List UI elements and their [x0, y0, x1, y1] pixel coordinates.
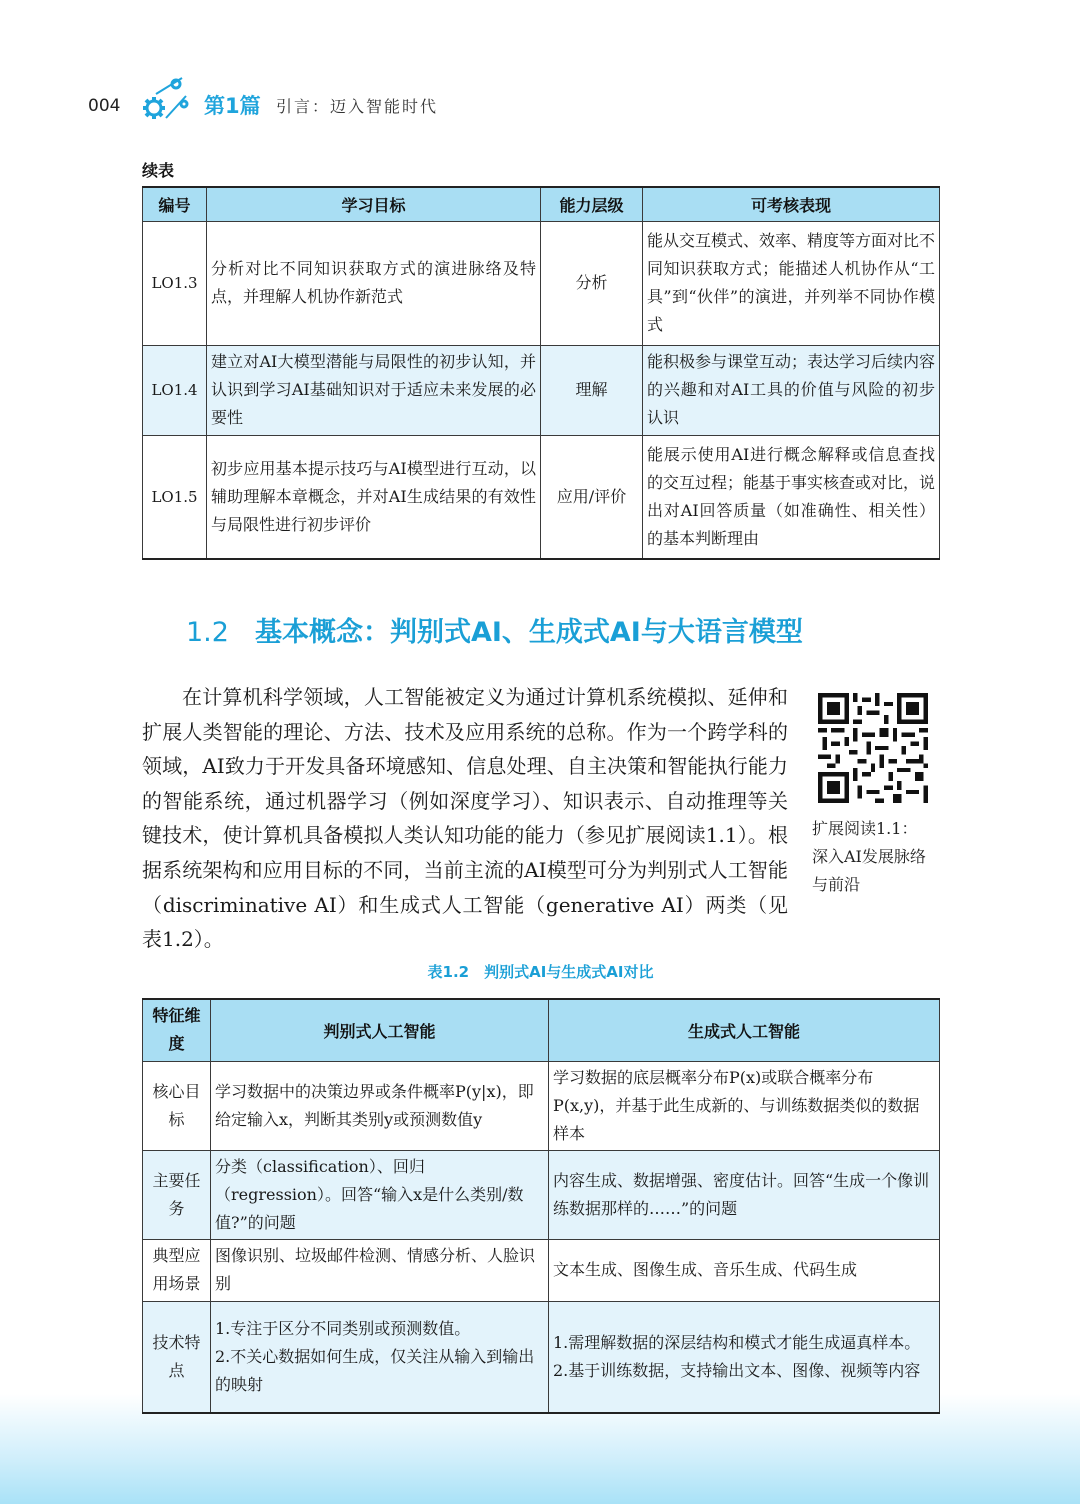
header-cell: 编号 — [143, 187, 207, 221]
qr-caption — [812, 815, 940, 899]
objective-id: LO1.3 — [143, 221, 207, 345]
objective-level: 应用/评价 — [541, 435, 643, 559]
header-cell: 生成式人工智能 — [549, 999, 940, 1061]
header-cell: 可考核表现 — [643, 187, 940, 221]
table-header-row — [143, 187, 940, 221]
objective-level: 理解 — [541, 345, 643, 435]
objective-performance: 能展示使用AI进行概念解释或信息查找的交互过程；能基于事实核查或对比，说出对AI回答质量（如准确性、相关性）的基本判断理由 — [643, 435, 940, 559]
objective-id: LO1.5 — [143, 435, 207, 559]
discriminative-cell: 图像识别、垃圾邮件检测、情感分析、人脸识别 — [211, 1239, 549, 1301]
qr-caption-line: 深入AI发展脉络与前沿 — [812, 847, 926, 894]
objective-goal: 分析对比不同知识获取方式的演进脉络及特点，并理解人机协作新范式 — [207, 221, 541, 345]
table-row — [143, 1301, 940, 1413]
objective-performance: 能积极参与课堂互动；表达学习后续内容的兴趣和对AI工具的价值与风险的初步认识 — [643, 345, 940, 435]
discriminative-cell: 分类（classification）、回归（regression）。回答“输入x是什么类别/数值?”的问题 — [211, 1150, 549, 1239]
table-row — [143, 1239, 940, 1301]
header-cell: 特征维度 — [143, 999, 211, 1061]
feature-item: 2.不关心数据如何生成，仅关注从输入到输出的映射 — [215, 1346, 535, 1394]
discriminative-cell — [211, 1301, 549, 1413]
section-heading — [186, 610, 803, 649]
feature-item: 2.基于训练数据，支持输出文本、图像、视频等内容 — [553, 1360, 921, 1380]
generative-cell — [549, 1301, 940, 1413]
discriminative-cell: 学习数据中的决策边界或条件概率P(y|x)，即给定输入x，判断其类别y或预测数值y — [211, 1061, 549, 1150]
body-paragraph: 在计算机科学领域，人工智能被定义为通过计算机系统模拟、延伸和扩展人类智能的理论、方法、技术及应用系统的总称。作为一个跨学科的领域，AI致力于开发具备环境感知、信息处理、自主决策和智能执行能力的智能系统，通过机器学习（例如深度学习）、知识表示、自动推理等关键技术，使计算机具备模拟人类认知功能的能力（参见扩展阅读1.1）。根据系统架构和应用目标的不同，当前主流的AI模型可分为判别式人工智能（discriminative AI）和生成式人工智能（generative AI）两类（见表1.2）。 — [142, 685, 788, 952]
page-number: 004 — [88, 96, 121, 116]
qr-code-icon[interactable] — [818, 693, 928, 803]
gear-icon — [136, 70, 192, 126]
table-header-row — [143, 999, 940, 1061]
dimension-cell: 核心目标 — [143, 1061, 211, 1150]
feature-item: 1.需理解数据的深层结构和模式才能生成逼真样本。 — [553, 1332, 921, 1352]
page-header — [88, 70, 988, 130]
part-title: 引言：迈入智能时代 — [276, 97, 439, 116]
section-title: 基本概念：判别式AI、生成式AI与大语言模型 — [254, 617, 803, 648]
table-row — [143, 435, 940, 559]
objective-goal: 建立对AI大模型潜能与局限性的初步认知，并认识到学习AI基础知识对于适应未来发展的必要性 — [207, 345, 541, 435]
objective-performance: 能从交互模式、效率、精度等方面对比不同知识获取方式；能描述人机协作从“工具”到“伙伴”的演进，并列举不同协作模式 — [643, 221, 940, 345]
part-label: 第1篇 — [204, 94, 261, 118]
qr-caption-line: 扩展阅读1.1： — [812, 819, 918, 838]
continued-label: 续表 — [142, 161, 175, 180]
dimension-cell: 典型应用场景 — [143, 1239, 211, 1301]
header-cell: 能力层级 — [541, 187, 643, 221]
header-cell: 判别式人工智能 — [211, 999, 549, 1061]
table-row — [143, 1150, 940, 1239]
objective-goal: 初步应用基本提示技巧与AI模型进行互动，以辅助理解本章概念，并对AI生成结果的有效性与局限性进行初步评价 — [207, 435, 541, 559]
section-number: 1.2 — [186, 617, 229, 648]
dimension-cell: 技术特点 — [143, 1301, 211, 1413]
header-cell: 学习目标 — [207, 187, 541, 221]
objective-id: LO1.4 — [143, 345, 207, 435]
table-row — [143, 221, 940, 345]
feature-item: 1.专注于区分不同类别或预测数值。 — [215, 1318, 471, 1338]
table-row — [143, 1061, 940, 1150]
table-row — [143, 345, 940, 435]
generative-cell: 内容生成、数据增强、密度估计。回答“生成一个像训练数据那样的……”的问题 — [549, 1150, 940, 1239]
generative-cell: 学习数据的底层概率分布P(x)或联合概率分布P(x,y)，并基于此生成新的、与训练数据类似的数据样本 — [549, 1061, 940, 1150]
dimension-cell: 主要任务 — [143, 1150, 211, 1239]
learning-objectives-table — [142, 186, 940, 560]
generative-cell: 文本生成、图像生成、音乐生成、代码生成 — [549, 1239, 940, 1301]
comparison-table — [142, 998, 940, 1414]
table-caption: 表1.2 判别式AI与生成式AI对比 — [427, 963, 654, 981]
objective-level: 分析 — [541, 221, 643, 345]
